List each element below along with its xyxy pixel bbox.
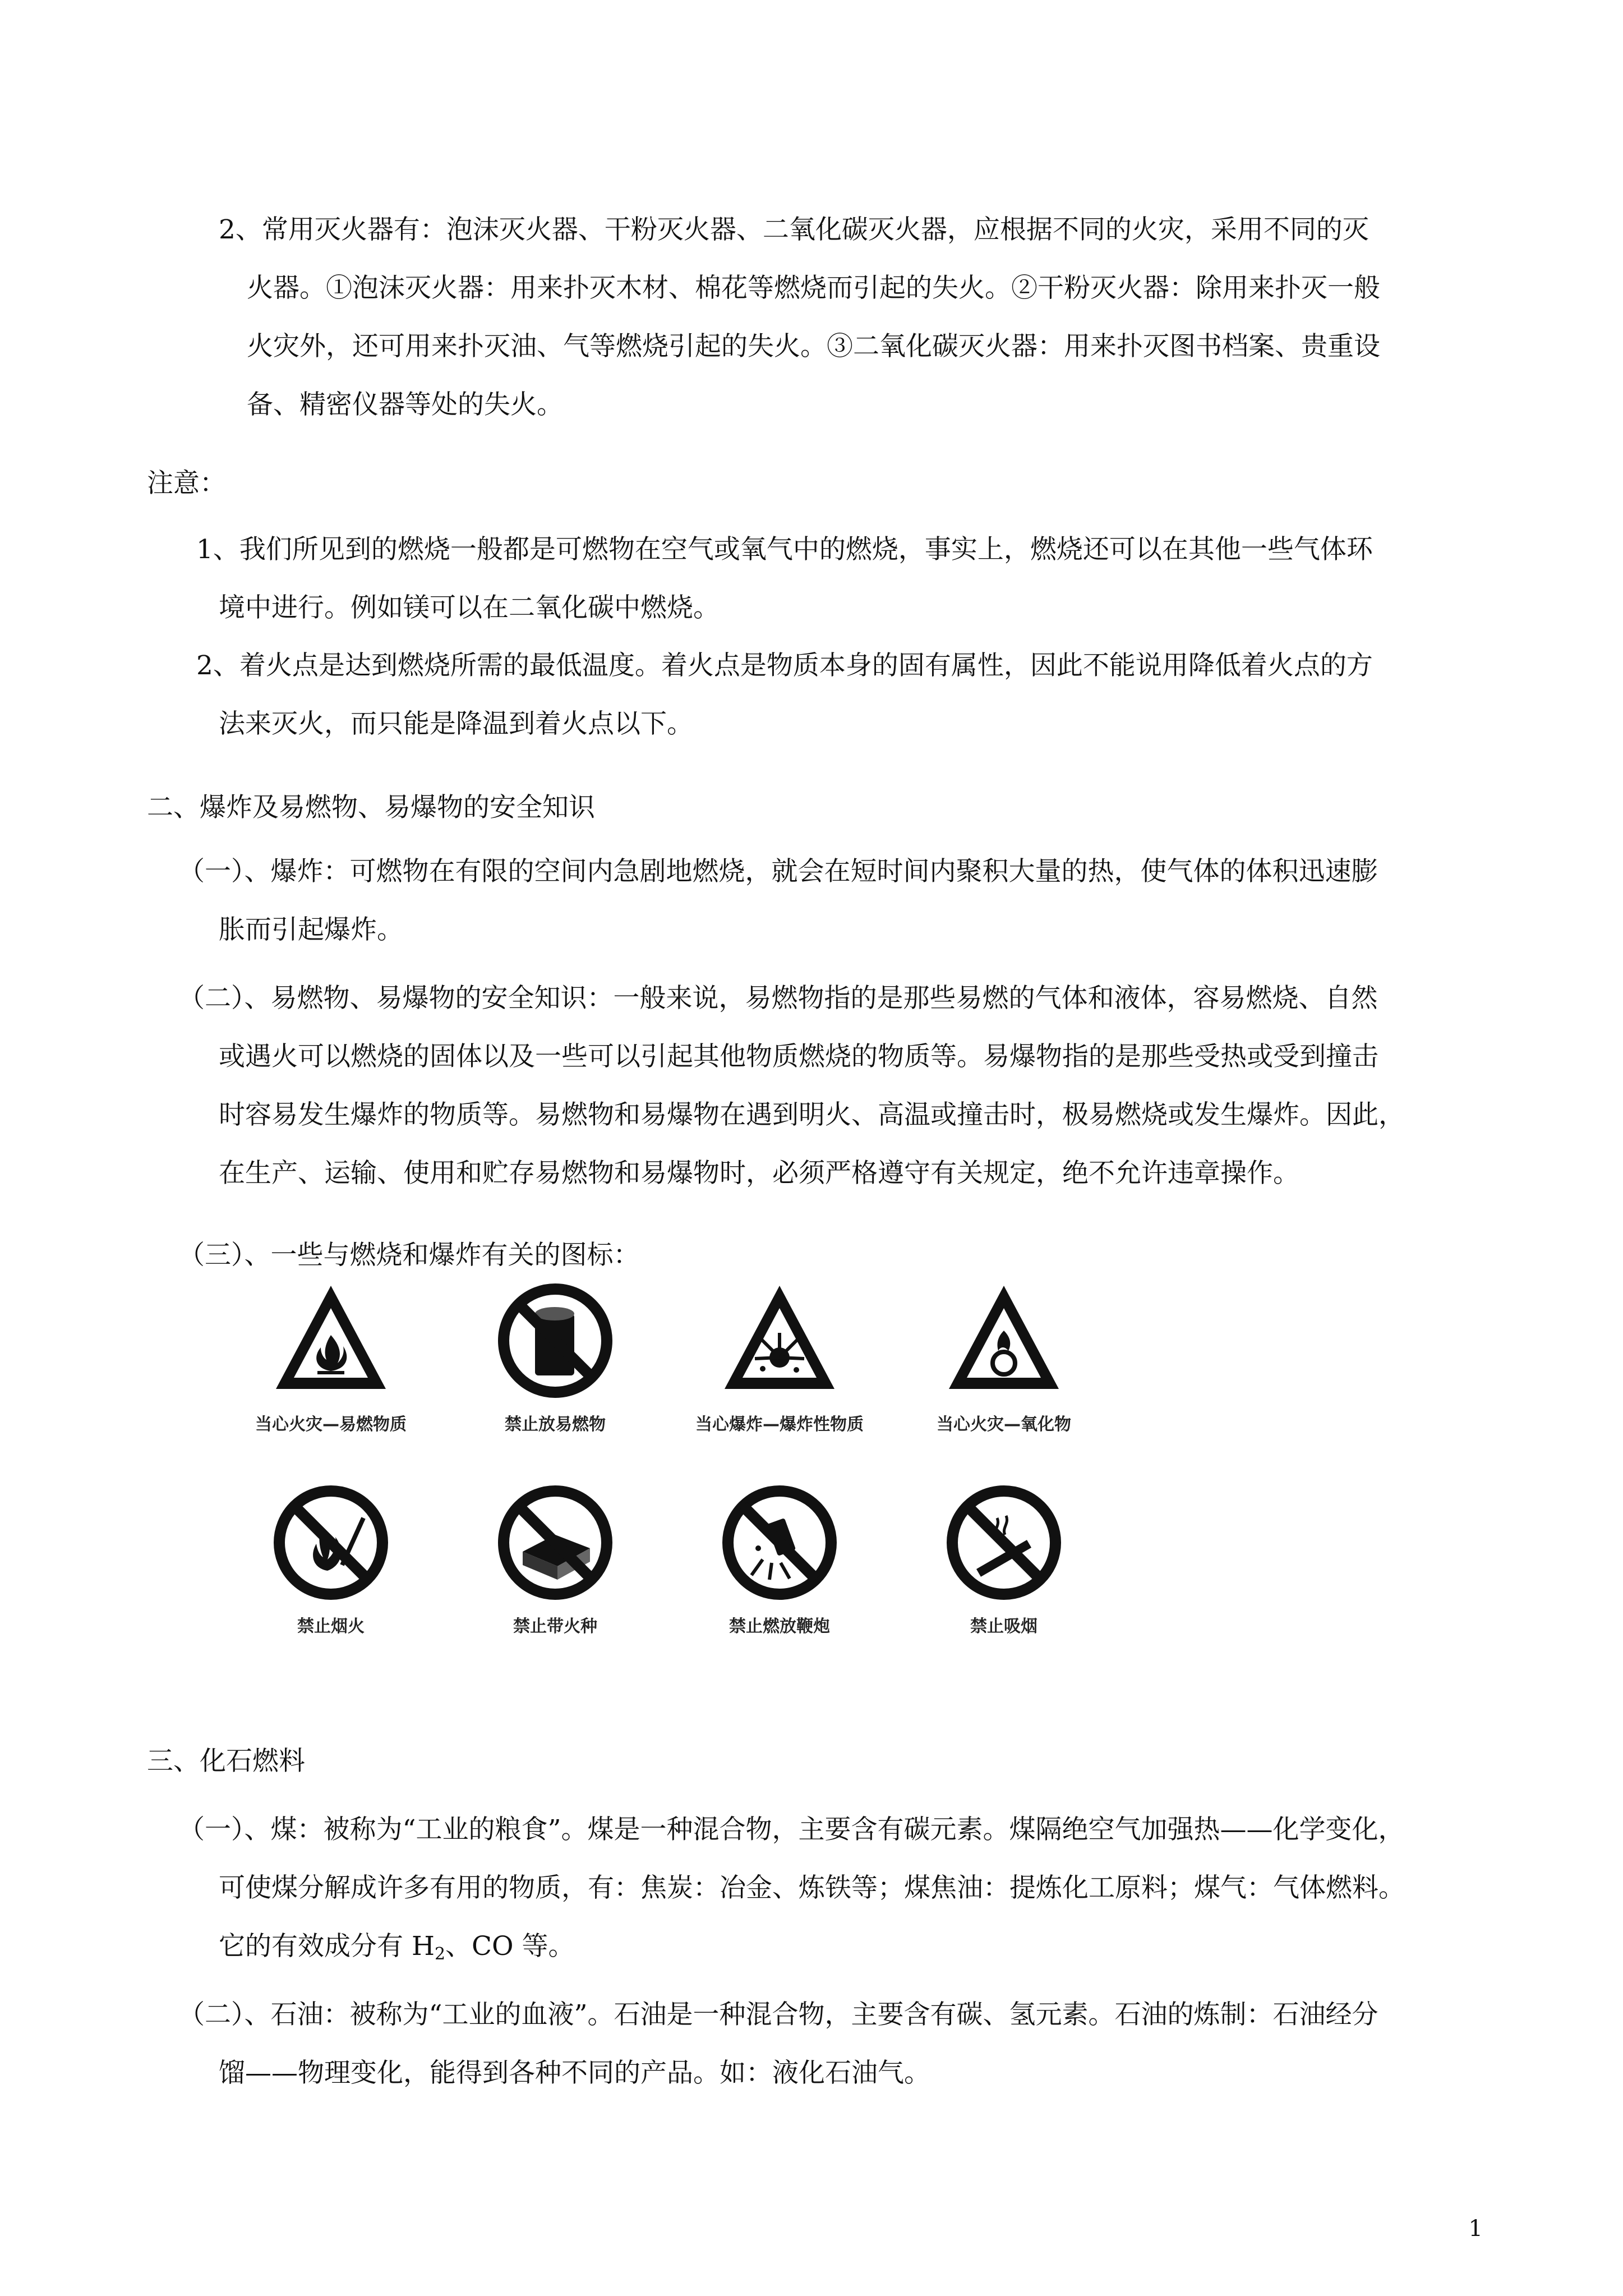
- sign-label: 当心爆炸—爆炸性物质: [695, 1415, 864, 1434]
- text-line: 时容易发生爆炸的物质等。易燃物和易爆物在遇到明火、高温或撞击时，极易燃烧或发生爆炸。因此，: [219, 1099, 1405, 1130]
- text-line: 2、常用灭火器有：泡沫灭火器、干粉灭火器、二氧化碳灭火器，应根据不同的火灾，采用不同的灭: [219, 214, 1369, 245]
- sign-no-matches: [460, 1481, 651, 1637]
- sign-label: 当心火灾—氧化物: [937, 1415, 1071, 1434]
- page-number: 1: [1468, 2216, 1483, 2242]
- text-line: （一）、爆炸：可燃物在有限的空间内急剧地燃烧，就会在短时间内聚积大量的热，使气体的体积迅速膨: [178, 856, 1378, 887]
- sign-no-fireworks: [684, 1481, 875, 1637]
- sign-no-open-flame: [236, 1481, 426, 1637]
- text-line: [178, 1917, 1405, 1984]
- text-line: （一）、煤：被称为“工业的粮食”。煤是一种混合物，主要含有碳元素。煤隔绝空气加强热——化学变化，: [178, 1814, 1405, 1845]
- sign-label: 禁止放易燃物: [505, 1415, 606, 1434]
- section-heading: 二、爆炸及易燃物、易爆物的安全知识: [147, 792, 595, 823]
- safety-paragraph: [178, 969, 1405, 1203]
- extinguisher-paragraph: [219, 201, 1380, 434]
- text-line: 胀而引起爆炸。: [219, 914, 403, 945]
- text-line: 在生产、运输、使用和贮存易燃物和易爆物时，必须严格遵守有关规定，绝不允许违章操作。: [219, 1158, 1299, 1189]
- text-line: 火灾外，还可用来扑灭油、气等燃烧引起的失火。③二氧化碳灭火器：用来扑灭图书档案、贵重设: [247, 331, 1380, 362]
- text-line: （二）、易燃物、易爆物的安全知识：一般来说，易燃物指的是那些易燃的气体和液体，容易燃烧、自然: [178, 983, 1378, 1014]
- sign-label: 禁止吸烟: [970, 1617, 1038, 1636]
- flammable-warning-icon: [269, 1279, 393, 1402]
- text-line: 火器。①泡沫灭火器：用来扑灭木材、棉花等燃烧而引起的失火。②干粉灭火器：除用来扑灭一般: [247, 273, 1380, 303]
- sign-flammable-warning: [236, 1279, 426, 1435]
- sign-explosive-warning: [684, 1279, 875, 1435]
- text-line: 境中进行。例如镁可以在二氧化碳中燃烧。: [219, 592, 720, 623]
- sign-label: 禁止带火种: [513, 1617, 597, 1636]
- explosion-paragraph: [178, 843, 1378, 959]
- safety-signs-grid: [236, 1279, 1099, 1666]
- text-line: 2、着火点是达到燃烧所需的最低温度。着火点是物质本身的固有属性，因此不能说用降低着火点的方: [196, 650, 1373, 681]
- oil-paragraph: [178, 1986, 1378, 2102]
- text-line: 备、精密仪器等处的失火。: [247, 389, 563, 420]
- no-matches-icon: [494, 1481, 617, 1604]
- subscript: 2: [434, 1944, 446, 1964]
- text-line: （二）、石油：被称为“工业的血液”。石油是一种混合物，主要含有碳、氢元素。石油的炼制：石油经分: [178, 1999, 1378, 2030]
- text-line: 法来灭火，而只能是降温到着火点以下。: [219, 708, 693, 739]
- sign-label: 当心火灾—易燃物质: [255, 1415, 407, 1434]
- no-fireworks-icon: [718, 1481, 841, 1604]
- sign-no-flammables: [460, 1279, 651, 1435]
- text-line: 1、我们所见到的燃烧一般都是可燃物在空气或氧气中的燃烧，事实上，燃烧还可以在其他一些气体环: [196, 534, 1373, 565]
- note-item-2: [196, 637, 1373, 753]
- signs-heading: （三）、一些与燃烧和爆炸有关的图标：: [178, 1240, 640, 1271]
- sign-label: 禁止燃放鞭炮: [729, 1617, 830, 1636]
- explosive-warning-icon: [718, 1279, 841, 1402]
- sign-no-smoking: [909, 1481, 1099, 1637]
- text-fragment: 、CO 等。: [445, 1931, 575, 1962]
- sign-label: 禁止烟火: [297, 1617, 365, 1636]
- text-line: 或遇火可以燃烧的固体以及一些可以引起其他物质燃烧的物质等。易爆物指的是那些受热或受到撞击: [219, 1041, 1378, 1072]
- note-item-1: [196, 521, 1373, 637]
- text-line: 可使煤分解成许多有用的物质，有：焦炭：冶金、炼铁等；煤焦油：提炼化工原料；煤气：气体燃料。: [219, 1872, 1405, 1903]
- no-smoking-icon: [942, 1481, 1066, 1604]
- coal-paragraph: [178, 1801, 1405, 1984]
- section-heading: 三、化石燃料: [147, 1746, 305, 1777]
- sign-oxidizer-warning: [909, 1279, 1099, 1435]
- no-flammables-icon: [494, 1279, 617, 1402]
- no-open-flame-icon: [269, 1481, 393, 1604]
- text-line: 馏——物理变化，能得到各种不同的产品。如：液化石油气。: [219, 2058, 930, 2088]
- text-fragment: 它的有效成分有 H: [219, 1931, 435, 1962]
- note-heading: 注意：: [147, 468, 226, 499]
- oxidizer-warning-icon: [942, 1279, 1066, 1402]
